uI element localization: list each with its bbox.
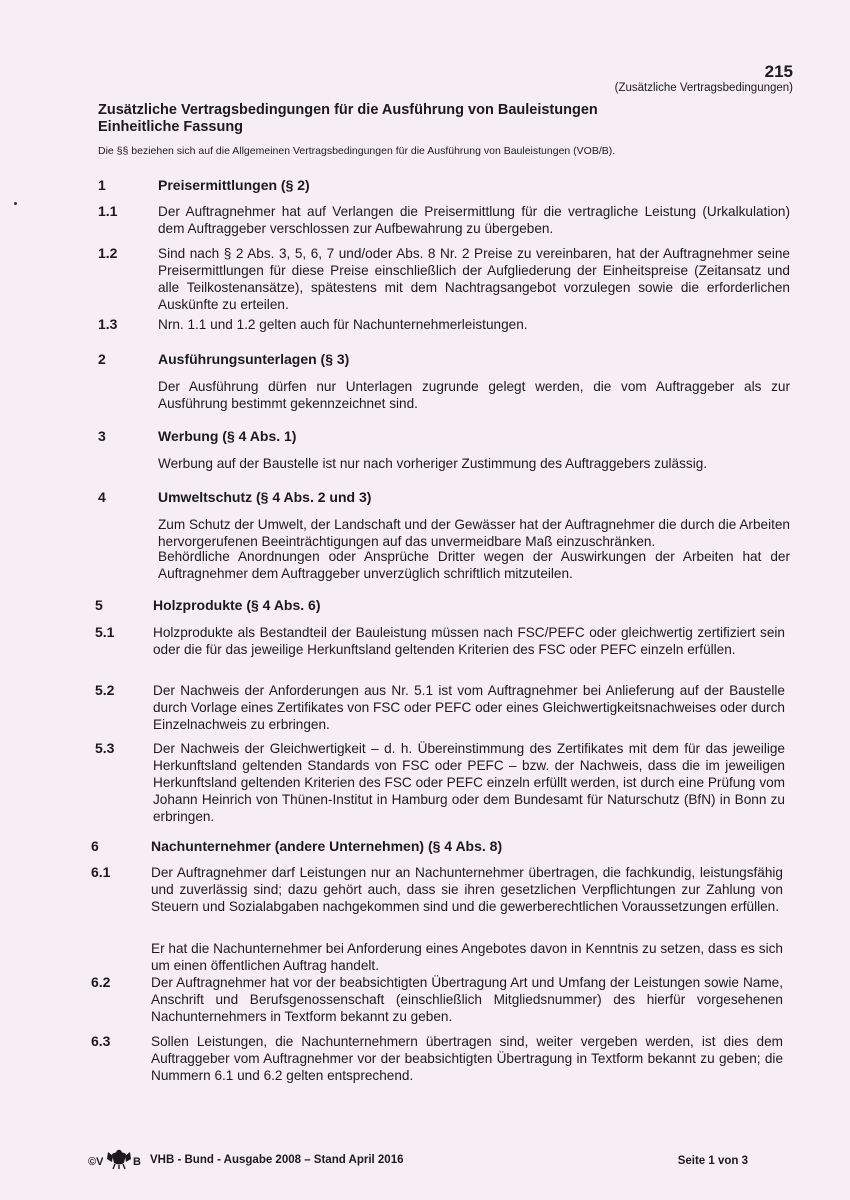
clause-number: 6.2 — [91, 974, 111, 990]
section-number: 5 — [95, 597, 103, 613]
clause-text: Der Auftragnehmer hat vor der beabsichtigten Übertragung Art und Umfang der Leistungen sowie Name, Anschrift und Berufsgenossenschaft (einschließlich Mitgliedsnummer) des hierfür vorgesehenen Nachunternehmers in Textform bekannt zu geben. — [151, 975, 783, 1024]
clause-text: Zum Schutz der Umwelt, der Landschaft und der Gewässer hat der Auftragnehmer die durch die Arbeiten hervorgerufenen Beeinträchtigungen auf das unvermeidbare Maß einzuschränken. — [158, 517, 790, 549]
clause-number: 6.3 — [91, 1033, 111, 1049]
clause-number: 5.3 — [95, 740, 115, 756]
federal-eagle-logo — [88, 1144, 146, 1170]
section-number: 3 — [98, 428, 106, 444]
clause-number: 1.1 — [98, 203, 118, 219]
document-subtitle: Einheitliche Fassung — [98, 119, 244, 135]
clause-number: 5.1 — [95, 624, 115, 640]
section-title: Preisermittlungen (§ 2) — [158, 177, 310, 193]
clause-text: Der Nachweis der Anforderungen aus Nr. 5.1 ist vom Auftragnehmer bei Anlieferung auf der Baustelle durch Vorlage eines Zertifikates von FSC oder PEFC oder eines Gleichwertigkeitsnachweises oder durch Einzelnachweis zu erbringen. — [153, 683, 785, 732]
scan-speck — [14, 202, 17, 205]
clause-text: Er hat die Nachunternehmer bei Anforderung eines Angebotes davon in Kenntnis zu setzen, dass es sich um einen öffentlichen Auftrag handelt. — [151, 941, 783, 973]
svg-text:B: B — [133, 1156, 141, 1168]
clause-number: 1.3 — [98, 316, 118, 332]
footer-page-count: Seite 1 von 3 — [677, 1155, 748, 1167]
document-title: Zusätzliche Vertragsbedingungen für die Ausführung von Bauleistungen — [98, 102, 598, 118]
section-number: 4 — [98, 489, 106, 505]
svg-text:©V: ©V — [88, 1156, 104, 1168]
section-title: Holzprodukte (§ 4 Abs. 6) — [153, 597, 321, 613]
section-title: Ausführungsunterlagen (§ 3) — [158, 351, 350, 367]
clause-text: Behördliche Anordnungen oder Ansprüche Dritter wegen der Auswirkungen der Arbeiten hat der Auftragnehmer dem Auftraggeber unverzüglich schriftlich mitzuteilen. — [158, 549, 790, 581]
section-title: Umweltschutz (§ 4 Abs. 2 und 3) — [158, 489, 372, 505]
page-number: 215 — [764, 62, 793, 81]
header-note: (Zusätzliche Vertragsbedingungen) — [614, 82, 793, 94]
document-intro: Die §§ beziehen sich auf die Allgemeinen Vertragsbedingungen für die Ausführung von Bauleistungen (VOB/B). — [98, 145, 616, 157]
clause-text: Der Ausführung dürfen nur Unterlagen zugrunde gelegt werden, die vom Auftraggeber als zur Ausführung bestimmt gekennzeichnet sind. — [158, 379, 790, 411]
clause-number: 1.2 — [98, 245, 118, 261]
section-number: 2 — [98, 351, 106, 367]
section-number: 1 — [98, 177, 106, 193]
clause-number: 5.2 — [95, 682, 115, 698]
clause-text: Werbung auf der Baustelle ist nur nach vorheriger Zustimmung des Auftraggebers zulässig. — [158, 456, 708, 471]
clause-text: Holzprodukte als Bestandteil der Bauleistung müssen nach FSC/PEFC oder gleichwertig zertifiziert sein oder die für das jeweilige Herkunftsland geltenden Kriterien des FSC oder PEFC einzeln erfüllen. — [153, 625, 785, 657]
section-number: 6 — [91, 838, 99, 854]
section-title: Werbung (§ 4 Abs. 1) — [158, 428, 297, 444]
clause-text: Sollen Leistungen, die Nachunternehmern übertragen sind, weiter vergeben werden, ist dies dem Auftraggeber vom Auftragnehmer vor der beabsichtigten Übertragung in Textform bekannt zu geben; die Nummern 6.1 und 6.2 gelten entsprechend. — [151, 1034, 783, 1083]
clause-text: Der Auftragnehmer darf Leistungen nur an Nachunternehmer übertragen, die fachkundig, leistungsfähig und zuverlässig sind; dazu gehört auch, dass sie ihren gesetzlichen Verpflichtungen zur Zahlung von Steuern und Sozialabgaben nachgekommen sind und die gewerberechtlichen Voraussetzungen erfüllen. — [151, 865, 783, 914]
footer-edition: VHB - Bund - Ausgabe 2008 – Stand April 2016 — [150, 1154, 404, 1166]
section-title: Nachunternehmer (andere Unternehmen) (§ 4 Abs. 8) — [151, 838, 503, 854]
clause-text: Nrn. 1.1 und 1.2 gelten auch für Nachunternehmerleistungen. — [158, 317, 528, 332]
clause-text: Der Nachweis der Gleichwertigkeit – d. h. Übereinstimmung des Zertifikates mit dem für das jeweilige Herkunftsland geltenden Standards von FSC oder PEFC – bzw. der Nachweis, dass die im jeweiligen Herkunftsland geltenden Kriterien des FSC oder PEFC einzeln erfüllt werden, ist durch eine Prüfung vom Johann Heinrich von Thünen-Institut in Hamburg oder dem Bundesamt für Naturschutz (BfN) in Bonn zu erbringen. — [153, 741, 785, 824]
clause-text: Der Auftragnehmer hat auf Verlangen die Preisermittlung für die vertragliche Leistung (Urkalkulation) dem Auftraggeber verschlossen zur Aufbewahrung zu übergeben. — [158, 204, 790, 236]
clause-number: 6.1 — [91, 864, 111, 880]
clause-text: Sind nach § 2 Abs. 3, 5, 6, 7 und/oder Abs. 8 Nr. 2 Preise zu vereinbaren, hat der Auftragnehmer seine Preisermittlungen für diese Preise einschließlich der Aufgliederung der Einheitspreise (Zeitansatz und alle Teilkostenansätze), spätestens mit dem Nachtragsangebot vorzulegen sowie die erforderlichen Auskünfte zu erteilen. — [158, 246, 790, 312]
